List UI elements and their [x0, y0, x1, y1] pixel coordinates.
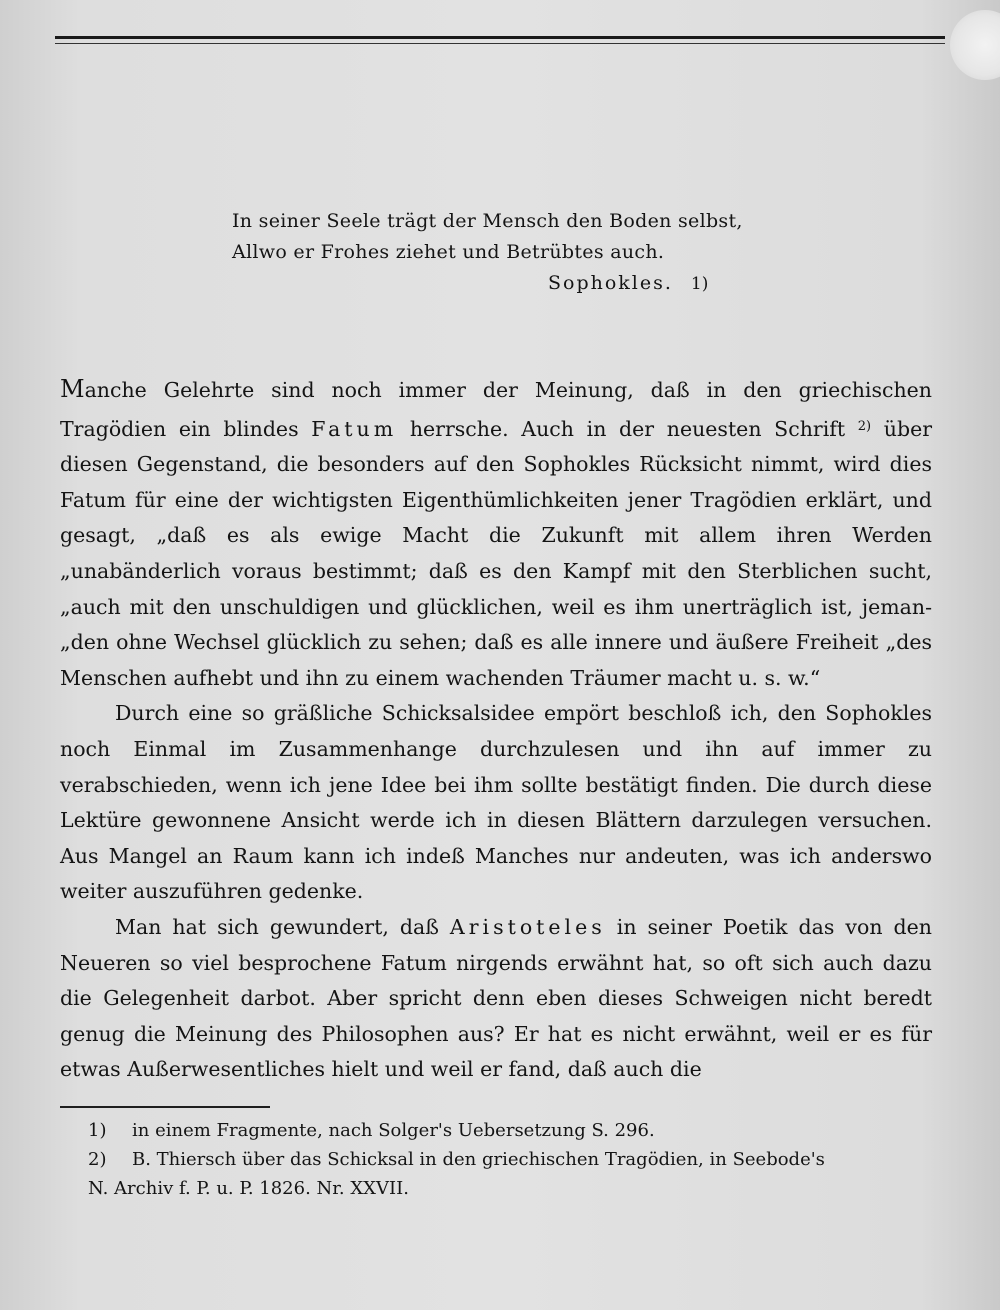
paragraph-1-text-a: Manche Gelehrte sind noch immer der Meinung, daß in den griechischen Tragödien ein blindes [60, 375, 932, 441]
footnote-2-text: B. Thiersch über das Schicksal in den griechischen Tragödien, in Seebode's [132, 1149, 825, 1170]
paragraph-3 [60, 910, 932, 1088]
footnote-2 [88, 1145, 933, 1203]
header-rule [55, 36, 945, 39]
footnote-rule [60, 1106, 270, 1108]
epigraph-footnote-mark: 1) [690, 274, 709, 294]
footnote-1-text: in einem Fragmente, nach Solger's Uebersetzung S. 296. [132, 1120, 655, 1141]
epigraph-line-1: In seiner Seele trägt der Mensch den Boden selbst, [232, 210, 743, 232]
paragraph-1-text-c: über diesen Gegenstand, die besonders auf den Sophokles Rücksicht nimmt, wird dies Fatum für eine der wichtigsten Eigenthümlichkeiten jener Tragödien erklärt, und gesagt, „daß es als ewige Macht die Zukunft mit allem ihren Werden „unabänderlich voraus bestimmt; daß es den Kampf mit den Sterblichen sucht, „auch mit den unschuldigen und glücklichen, weil es ihm unerträglich ist, jeman- „den ohne Wechsel glücklich zu sehen; daß es alle innere und äußere Freiheit „des Menschen aufhebt und ihn zu einem wachenden Träumer macht u. s. w.“ [60, 416, 933, 690]
emphasis-fatum: Fatum [311, 416, 398, 441]
epigraph-author-name: Sophokles. [548, 272, 673, 294]
paragraph-3-text-a: Man hat sich gewundert, daß [115, 914, 450, 939]
emphasis-aristoteles: Aristoteles [449, 914, 606, 939]
main-text [60, 372, 932, 1088]
paragraph-2: Durch eine so gräßliche Schicksalsidee empört beschloß ich, den Sophokles noch Einmal im Zusammenhange durchzulesen und ihn auf immer zu verabschieden, wenn ich jene Idee bei ihm sollte bestätigt finden. Die durch diese Lektüre gewonnene Ansicht werde ich in diesen Blättern darzulegen versuchen. Aus Mangel an Raum kann ich indeß Manches nur andeuten, was ich anderswo weiter auszuführen gedenke. [60, 701, 932, 904]
footnote-2-continuation: N. Archiv f. P. u. P. 1826. Nr. XXVII. [88, 1178, 409, 1199]
footnote-1 [88, 1116, 933, 1145]
footnote-mark-2: 2) [857, 418, 872, 434]
epigraph-line-2: Allwo er Frohes ziehet und Betrübtes auch. [232, 241, 665, 263]
footnote-1-number: 1) [88, 1120, 107, 1141]
epigraph-author [548, 268, 792, 300]
epigraph [232, 206, 792, 300]
page-edge-shadow [950, 10, 1000, 80]
header-rule-thin [55, 43, 945, 44]
footnotes [88, 1116, 933, 1203]
footnote-2-number: 2) [88, 1149, 107, 1170]
paragraph-3-text-b: in seiner Poetik das von den Neueren so viel besprochene Fatum nirgends erwähnt hat, so oft sich auch dazu die Gelegenheit darbot. Aber spricht denn eben dieses Schweigen nicht beredt genug die Meinung des Philosophen aus? Er hat es nicht erwähnt, weil er es für etwas Außerwesentliches hielt und weil er fand, daß auch die [60, 914, 932, 1082]
paragraph-1 [60, 372, 932, 696]
paragraph-1-text-b: herrsche. Auch in der neuesten Schrift [397, 416, 858, 441]
